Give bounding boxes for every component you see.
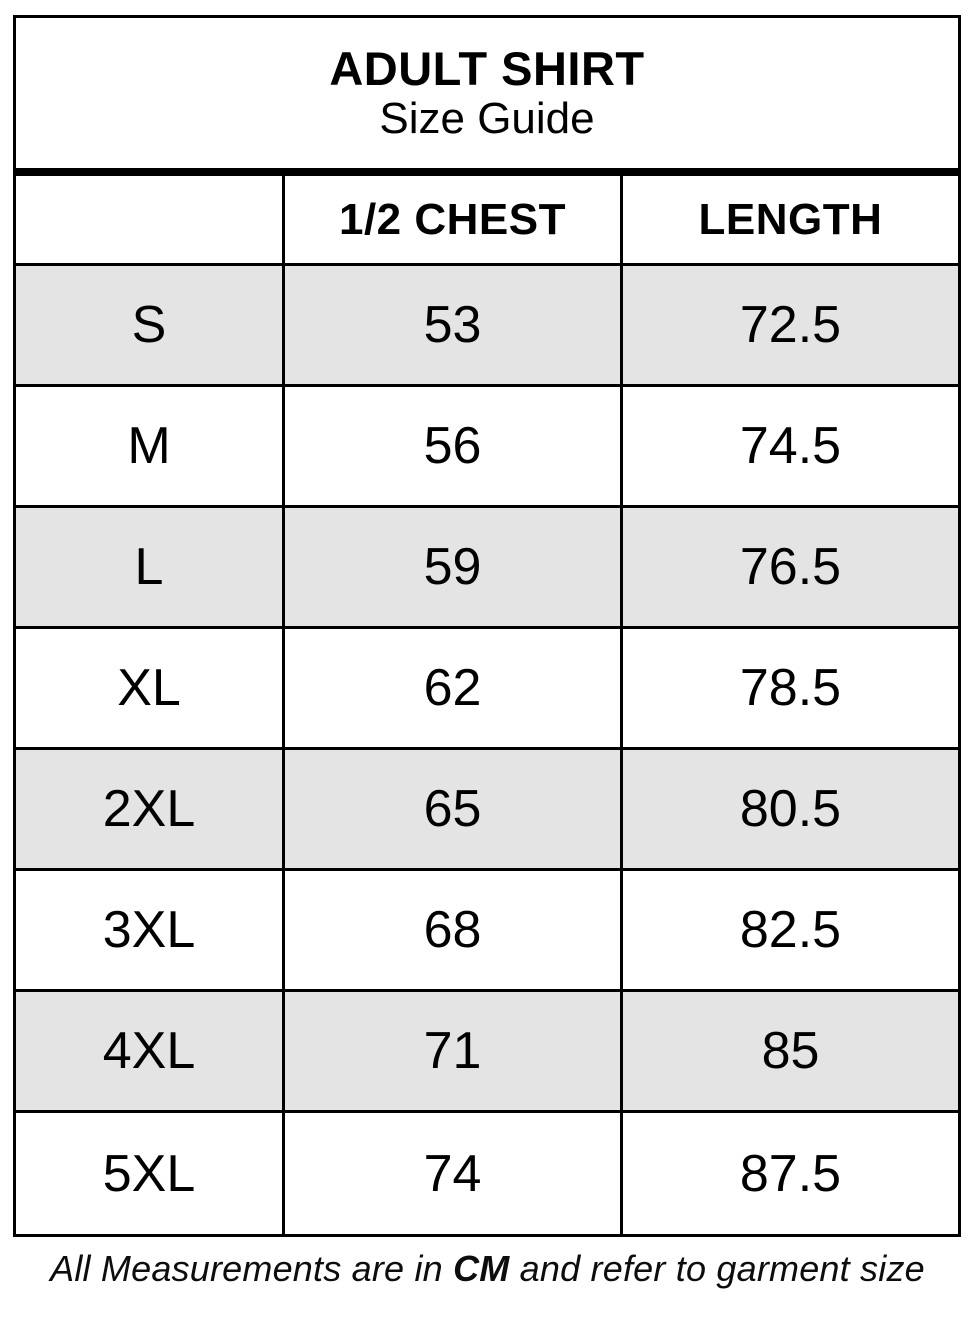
table-row [16,1113,958,1234]
chest-cell: 62 [282,629,620,747]
table-header-row [16,176,958,266]
header-cell-length: LENGTH [620,176,958,263]
title-block [16,18,958,168]
size-cell: M [127,417,171,475]
chest-cell: 74 [282,1113,620,1234]
length-cell: 76.5 [620,508,958,626]
length-cell: 78.5 [620,629,958,747]
footer-note [0,1248,975,1290]
footer-suffix: and refer to garment size [509,1248,925,1289]
chest-cell: 56 [282,387,620,505]
length-cell: 82.5 [620,871,958,989]
size-cell: XL [117,659,181,717]
table-row [16,750,958,871]
table-row [16,871,958,992]
length-cell: 72.5 [620,266,958,384]
length-cell: 80.5 [620,750,958,868]
table-row [16,992,958,1113]
title-divider [16,168,958,176]
table-row [16,266,958,387]
header-cell-size [16,176,282,263]
table-row [16,387,958,508]
size-table [13,15,961,1237]
chest-cell: 65 [282,750,620,868]
size-cell: L [134,538,164,596]
size-cell: 2XL [102,780,196,838]
page-subtitle: Size Guide [379,93,595,143]
chest-cell: 53 [282,266,620,384]
table-row [16,508,958,629]
size-cell: 4XL [102,1022,196,1080]
size-cell: 3XL [102,901,196,959]
length-cell: 85 [620,992,958,1110]
header-cell-half-chest: 1/2 CHEST [282,176,620,263]
page-title: ADULT SHIRT [329,41,645,95]
length-cell: 87.5 [620,1113,958,1234]
chest-cell: 71 [282,992,620,1110]
table-body [16,266,958,1234]
length-cell: 74.5 [620,387,958,505]
size-cell: S [131,296,167,354]
size-cell: 5XL [102,1144,196,1203]
chest-cell: 68 [282,871,620,989]
chest-cell: 59 [282,508,620,626]
footer-prefix: All Measurements are in [50,1248,454,1289]
table-row [16,629,958,750]
footer-unit: CM [453,1248,510,1289]
